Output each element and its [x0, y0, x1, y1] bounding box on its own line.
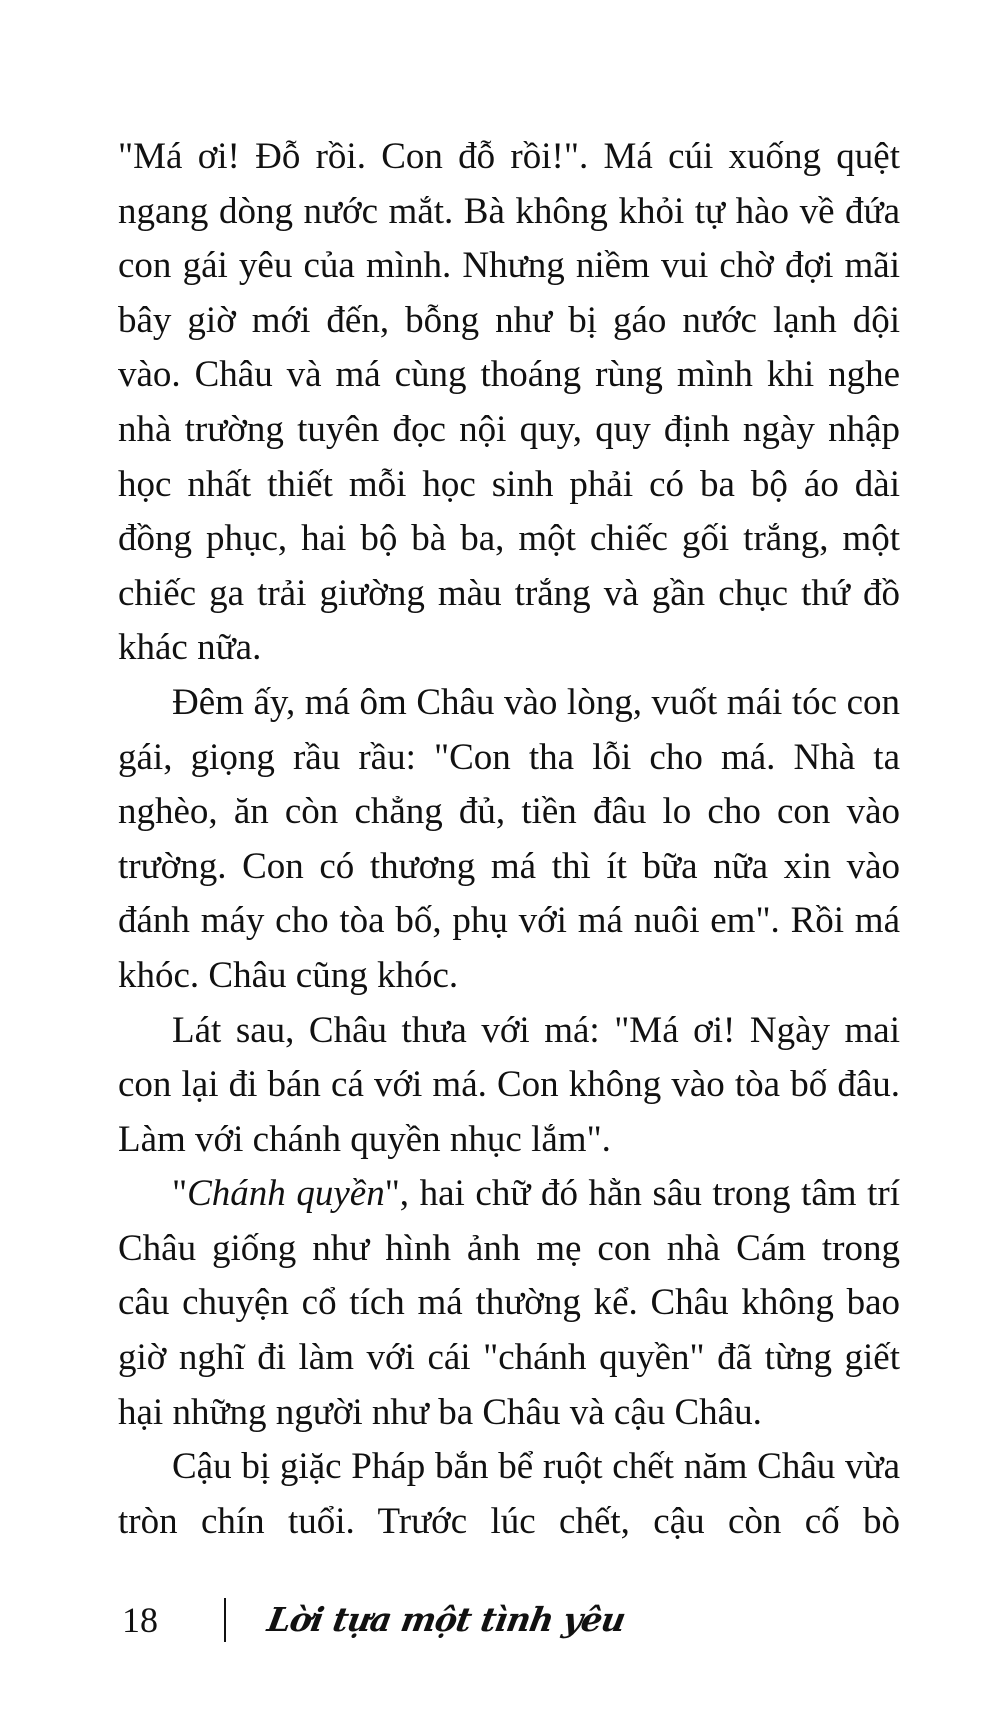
page-number: 18 [122, 1600, 158, 1640]
paragraph-2-text: Đêm ấy, má ôm Châu vào lòng, vuốt mái tóc con gái, giọng rầu rầu: "Con tha lỗi cho má. Nhà ta nghèo, ăn còn chẳng đủ, tiền đâu lo cho con vào trường. Con có thương má thì ít bữa nữa xin vào đánh máy cho tòa bố, phụ với má nuôi em". Rồi má khóc. Châu cũng khóc. [118, 681, 900, 996]
paragraph-4 [118, 1167, 900, 1440]
body-text [118, 130, 900, 1549]
paragraph-5 [118, 1440, 900, 1549]
paragraph-3 [118, 1004, 900, 1168]
paragraph-5-text: Cậu bị giặc Pháp bắn bể ruột chết năm Châu vừa tròn chín tuổi. Trước lúc chết, cậu còn cố bò [118, 1446, 900, 1542]
paragraph-4-italic-term: Chánh quyền [187, 1173, 385, 1215]
paragraph-1-text: "Má ơi! Đỗ rồi. Con đỗ rồi!". Má cúi xuống quệt ngang dòng nước mắt. Bà không khỏi tự hào về đứa con gái yêu của mình. Nhưng niềm vui chờ đợi mãi bây giờ mới đến, bỗng như bị gáo nước lạnh dội vào. Châu và má cùng thoáng rùng mình khi nghe nhà trường tuyên đọc nội quy, quy định ngày nhập học nhất thiết mỗi học sinh phải có ba bộ áo dài đồng phục, hai bộ bà ba, một chiếc gối trắng, một chiếc ga trải giường màu trắng và gần chục thứ đồ khác nữa. [118, 136, 900, 669]
paragraph-4-text: ", hai chữ đó hằn sâu trong tâm trí Châu giống như hình ảnh mẹ con nhà Cám trong câu chuyện cổ tích má thường kể. Châu không bao giờ nghĩ đi làm với cái "chánh quyền" đã từng giết hại những người như ba Châu và cậu Châu. [118, 1173, 900, 1433]
paragraph-3-text: Lát sau, Châu thưa với má: "Má ơi! Ngày mai con lại đi bán cá với má. Con không vào tòa bố đâu. Làm với chánh quyền nhục lắm". [118, 1009, 900, 1160]
running-book-title: Lời tựa một tình yêu [264, 1600, 628, 1639]
paragraph-1 [118, 130, 900, 676]
page-footer [118, 1592, 900, 1652]
paragraph-4-quote-open: " [172, 1173, 188, 1215]
paragraph-2 [118, 676, 900, 1004]
footer-divider [224, 1598, 226, 1642]
